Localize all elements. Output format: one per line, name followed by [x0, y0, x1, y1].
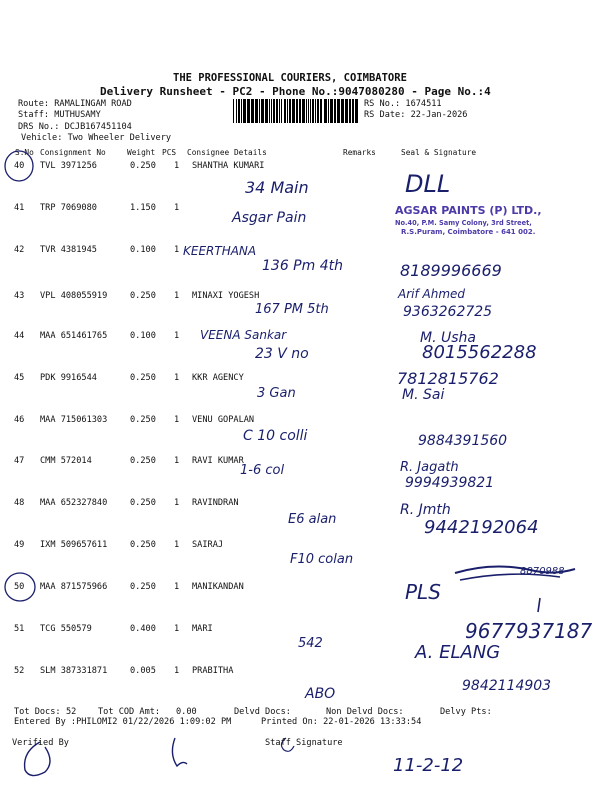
hw-r45-address: 3 Gan: [257, 386, 296, 401]
consignee-name: RAVI KUMAR: [192, 456, 244, 466]
consignee-name: SAIRAJ: [192, 540, 224, 550]
consignment-no: TVR 4381945: [40, 245, 97, 255]
sno: 43: [14, 291, 25, 301]
col-sno: S.No: [15, 148, 34, 157]
tot-cod-label: Tot COD Amt:: [98, 707, 161, 717]
weight: 0.005: [130, 666, 156, 676]
hw-r42-address: 136 Pm 4th: [262, 258, 343, 274]
hw-r47-signature: R. Jagath: [400, 460, 459, 475]
sno: 52: [14, 666, 25, 676]
delvy-pts-label: Delvy Pts:: [440, 707, 492, 717]
hw-r46-address: C 10 colli: [243, 428, 308, 444]
weight: 0.250: [130, 540, 156, 550]
vehicle-label: Vehicle: Two Wheeler Delivery: [21, 133, 172, 143]
runsheet-title: Delivery Runsheet - PC2 - Phone No.:9047080280 - Page No.:4: [100, 85, 491, 98]
weight: 0.250: [130, 291, 156, 301]
hw-r50-phone: 8870988: [520, 566, 565, 577]
tot-docs-value: 52: [66, 707, 77, 717]
hw-r52-phone: 9842114903: [462, 678, 552, 694]
sno: 45: [14, 373, 25, 383]
weight: 1.150: [130, 203, 156, 213]
hw-r43-signature: Arif Ahmed: [398, 287, 466, 301]
hw-r51-phone: 9677937187: [465, 619, 593, 643]
weight: 0.400: [130, 624, 156, 634]
company-stamp: [395, 204, 542, 236]
stamp-line-2: No.40, P.M. Samy Colony, 3rd Street,: [395, 219, 532, 227]
entered-by: Entered By :PHILOMI2 01/22/2026 1:09:02 PM: [14, 717, 232, 727]
sno: 40: [14, 161, 25, 171]
pcs: 1: [174, 373, 180, 383]
pcs: 1: [174, 540, 180, 550]
hw-r46-phone: 9884391560: [418, 433, 508, 449]
hw-r40-signature: DLL: [405, 170, 451, 198]
rs-number: RS No.: 1674511: [364, 99, 442, 109]
sno: 49: [14, 540, 25, 550]
weight: 0.250: [130, 582, 156, 592]
sno: 50: [14, 582, 25, 592]
weight: 0.250: [130, 456, 156, 466]
hw-r44-address: 23 V no: [255, 346, 309, 362]
pcs: 1: [174, 331, 180, 341]
pcs: 1: [174, 582, 180, 592]
sno: 46: [14, 415, 25, 425]
pcs: 1: [174, 291, 180, 301]
consignment-no: MAA 652327840: [40, 498, 108, 508]
hw-r52-address: ABO: [305, 686, 336, 702]
route-label: Route: RAMALINGAM ROAD: [18, 99, 132, 109]
consignment-no: MAA 715061303: [40, 415, 108, 425]
consignment-no: MAA 651461765: [40, 331, 108, 341]
consignee-name: MARI: [192, 624, 213, 634]
weight: 0.100: [130, 331, 156, 341]
staff-signature-label: Staff Signature: [265, 738, 343, 748]
consignee-name: VENU GOPALAN: [192, 415, 255, 425]
consignee-name: RAVINDRAN: [192, 498, 239, 508]
hw-r42-phone: 8189996669: [400, 261, 502, 280]
consignment-no: TRP 7069080: [40, 203, 97, 213]
hw-r48-phone: 9442192064: [424, 517, 539, 538]
hw-r43-address: 167 PM 5th: [255, 302, 329, 317]
col-weight: Weight: [127, 148, 156, 157]
sno: 41: [14, 203, 25, 213]
pcs: 1: [174, 666, 180, 676]
weight: 0.100: [130, 245, 156, 255]
stamp-line-3: R.S.Puram, Coimbatore - 641 002.: [401, 228, 536, 236]
col-consignee: Consignee Details: [187, 148, 267, 157]
consignment-no: MAA 871575966: [40, 582, 108, 592]
weight: 0.250: [130, 498, 156, 508]
col-consignment: Consignment No: [40, 148, 106, 157]
sno: 42: [14, 245, 25, 255]
hw-r41-name: Asgar Pain: [232, 210, 307, 226]
printed-on: Printed On: 22-01-2026 13:33:54: [261, 717, 422, 727]
drs-number: DRS No.: DCJB167451104: [18, 122, 132, 132]
weight: 0.250: [130, 373, 156, 383]
consignment-no: TVL 3971256: [40, 161, 97, 171]
col-pcs: PCS: [162, 148, 177, 157]
hw-r45-phone: 7812815762: [397, 369, 499, 388]
consignment-no: SLM 387331871: [40, 666, 108, 676]
hw-r44-phone: 8015562288: [422, 342, 537, 363]
consignee-name: PRABITHA: [192, 666, 234, 676]
sno: 47: [14, 456, 25, 466]
pcs: 1: [174, 203, 180, 213]
weight: 0.250: [130, 161, 156, 171]
sno: 51: [14, 624, 25, 634]
sno: 44: [14, 331, 25, 341]
hw-r51-address: 542: [298, 636, 323, 651]
consignment-no: PDK 9916544: [40, 373, 97, 383]
consignee-name: MINAXI YOGESH: [192, 291, 260, 301]
pcs: 1: [174, 415, 180, 425]
tot-cod-value: 0.00: [176, 707, 197, 717]
hw-r44-name: VEENA Sankar: [200, 328, 287, 342]
pcs: 1: [174, 456, 180, 466]
consignment-no: IXM 509657611: [40, 540, 108, 550]
non-delvd-docs-label: Non Delvd Docs:: [326, 707, 404, 717]
col-remarks: Remarks: [343, 148, 376, 157]
delvd-docs-label: Delvd Docs:: [234, 707, 291, 717]
hw-r47-address: 1-6 col: [240, 463, 285, 478]
pcs: 1: [174, 161, 180, 171]
stamp-line-1: AGSAR PAINTS (P) LTD.,: [395, 204, 542, 217]
pcs: 1: [174, 245, 180, 255]
weight: 0.250: [130, 415, 156, 425]
barcode: [233, 99, 359, 123]
consignment-no: TCG 550579: [40, 624, 92, 634]
hw-r47-phone: 9994939821: [405, 475, 495, 491]
col-seal: Seal & Signature: [401, 148, 477, 157]
consignment-no: CMM 572014: [40, 456, 92, 466]
consignee-name: KKR AGENCY: [192, 373, 244, 383]
hw-r49-address: F10 colan: [290, 552, 354, 567]
consignee-name: MANIKANDAN: [192, 582, 244, 592]
hw-r44-signature: M. Usha: [420, 330, 476, 346]
hw-r50-signature: PLS: [405, 580, 441, 604]
company-title: THE PROFESSIONAL COURIERS, COIMBATORE: [173, 72, 407, 84]
rs-date: RS Date: 22-Jan-2026: [364, 110, 468, 120]
staff-label: Staff: MUTHUSAMY: [18, 110, 101, 120]
hw-r42-name: KEERTHANA: [183, 244, 257, 258]
pcs: 1: [174, 498, 180, 508]
consignee-name: SHANTHA KUMARI: [192, 161, 265, 171]
pcs: 1: [174, 624, 180, 634]
consignment-no: VPL 408055919: [40, 291, 108, 301]
sno: 48: [14, 498, 25, 508]
hw-date: 11-2-12: [393, 755, 464, 776]
verified-by-label: Verified By: [12, 738, 69, 748]
hw-r51-signature: A. ELANG: [415, 642, 501, 663]
hw-r48-signature: R. Jmth: [400, 502, 451, 518]
hw-r43-phone: 9363262725: [403, 304, 493, 320]
hw-r48-address: E6 alan: [288, 512, 337, 527]
hw-r40-address: 34 Main: [245, 178, 309, 197]
tot-docs-label: Tot Docs:: [14, 707, 61, 717]
hw-r45-signature: M. Sai: [402, 387, 445, 403]
